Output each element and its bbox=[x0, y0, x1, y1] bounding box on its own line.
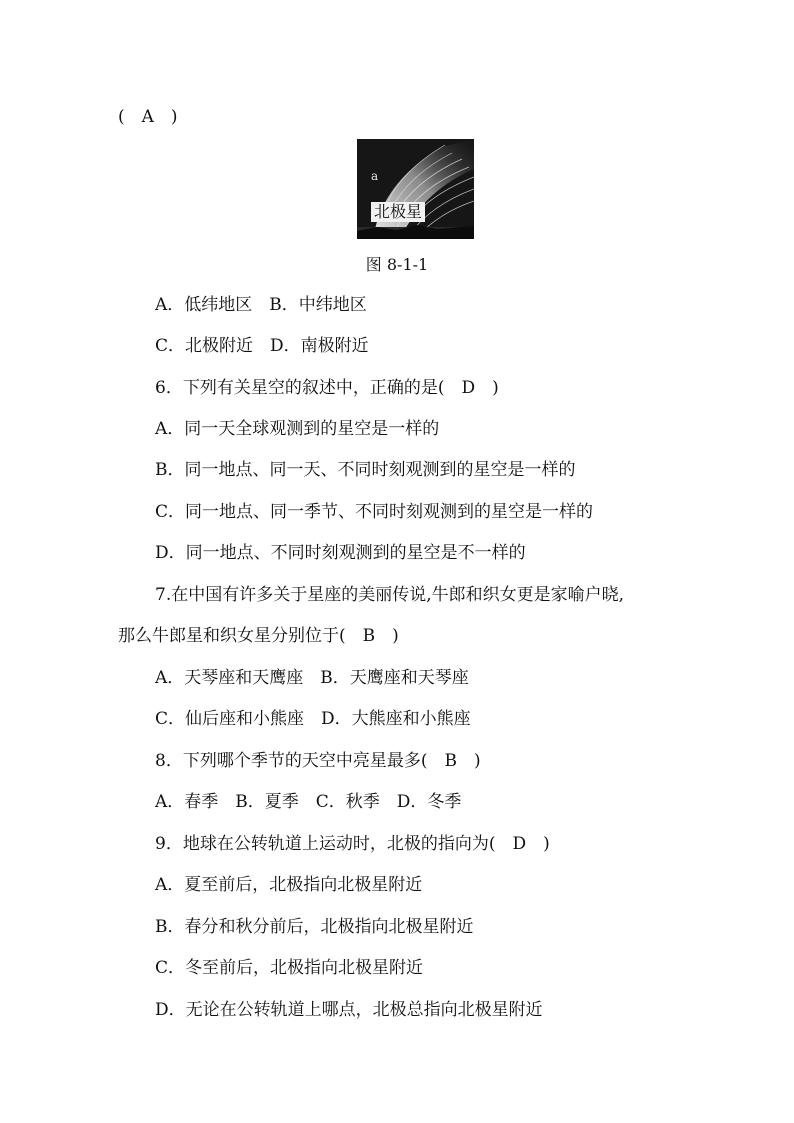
q7-stem-line-2: 那么牛郎星和织女星分别位于( B ) bbox=[118, 626, 399, 646]
star-trail-arcs bbox=[357, 139, 474, 239]
q9-stem: 9．地球在公转轨道上运动时，北极的指向为( D ) bbox=[155, 834, 550, 854]
q9-option-c: C．冬至前后，北极指向北极星附近 bbox=[155, 958, 424, 978]
q7-stem-line-1: 7.在中国有许多关于星座的美丽传说,牛郎和织女更是家喻户晓, bbox=[155, 585, 625, 605]
q5-option-a-b: A．低纬地区 B．中纬地区 bbox=[155, 295, 367, 315]
q9-option-a: A．夏至前后，北极指向北极星附近 bbox=[155, 875, 423, 895]
figure-label-polaris: 北极星 bbox=[371, 202, 425, 222]
q6-stem: 6．下列有关星空的叙述中，正确的是( D ) bbox=[155, 378, 499, 398]
q7-option-a-b: A．天琴座和天鹰座 B．天鹰座和天琴座 bbox=[155, 668, 469, 688]
q6-option-d: D．同一地点、不同时刻观测到的星空是不一样的 bbox=[155, 543, 526, 563]
q6-option-b: B．同一地点、同一天、不同时刻观测到的星空是一样的 bbox=[155, 460, 576, 480]
q5-answer: ( A ) bbox=[118, 107, 178, 127]
figure-caption: 图 8-1-1 bbox=[365, 255, 429, 274]
q8-stem: 8．下列哪个季节的天空中亮星最多( B ) bbox=[155, 751, 481, 771]
q9-option-d: D．无论在公转轨道上哪点，北极总指向北极星附近 bbox=[155, 1000, 543, 1020]
q9-option-b: B．春分和秋分前后，北极指向北极星附近 bbox=[155, 917, 474, 937]
star-trail-photo bbox=[357, 139, 474, 239]
q8-options: A．春季 B．夏季 C．秋季 D．冬季 bbox=[155, 792, 462, 812]
figure-marker-a: a bbox=[371, 169, 379, 183]
q5-option-c-d: C．北极附近 D．南极附近 bbox=[155, 336, 369, 356]
q7-option-c-d: C．仙后座和小熊座 D．大熊座和小熊座 bbox=[155, 709, 471, 729]
q6-option-a: A．同一天全球观测到的星空是一样的 bbox=[155, 419, 440, 439]
q6-option-c: C．同一地点、同一季节、不同时刻观测到的星空是一样的 bbox=[155, 502, 594, 522]
